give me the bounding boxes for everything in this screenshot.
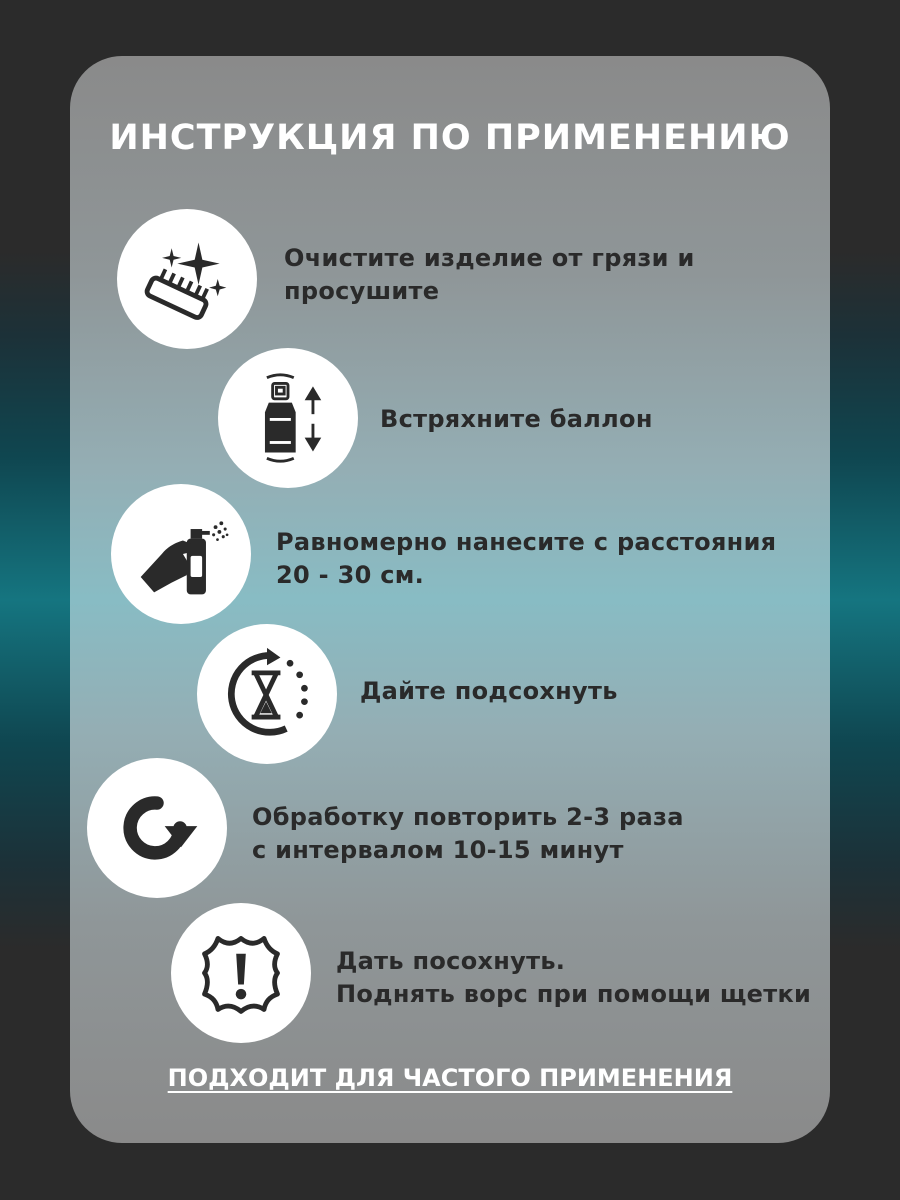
step-3-line-1: Равномерно нанесите с расстояния xyxy=(276,528,777,556)
step-1-line-1: Очистите изделие от грязи и xyxy=(284,244,695,272)
footer-note: ПОДХОДИТ ДЛЯ ЧАСТОГО ПРИМЕНЕНИЯ xyxy=(167,1064,733,1092)
step-6-text xyxy=(336,945,811,1011)
step-2-line-1: Встряхните баллон xyxy=(380,405,653,433)
step-6-line-1: Дать посохнуть. xyxy=(336,947,566,975)
spray-can-shake-icon xyxy=(240,370,336,466)
step-6-line-2: Поднять ворс при помощи щетки xyxy=(336,980,812,1008)
page-title: ИНСТРУКЦИЯ ПО ПРИМЕНЕНИЮ xyxy=(109,118,791,158)
step-4-icon-circle xyxy=(197,624,337,764)
leather-warning-icon xyxy=(193,925,289,1021)
step-5-line-2: с интервалом 10-15 минут xyxy=(252,836,624,864)
step-3-line-2: 20 - 30 см. xyxy=(276,561,425,589)
hourglass-timer-icon xyxy=(219,646,315,742)
brush-sparkle-icon xyxy=(139,231,235,327)
hand-spray-icon xyxy=(133,506,229,602)
step-1-text xyxy=(284,242,695,308)
step-3-icon-circle xyxy=(111,484,251,624)
step-1-icon-circle xyxy=(117,209,257,349)
step-5-text xyxy=(252,801,684,867)
step-4-text xyxy=(360,675,618,708)
step-4-line-1: Дайте подсохнуть xyxy=(360,677,618,705)
step-2-icon-circle xyxy=(218,348,358,488)
step-6-icon-circle xyxy=(171,903,311,1043)
step-1-line-2: просушите xyxy=(284,277,440,305)
repeat-arrow-icon xyxy=(109,780,205,876)
step-2-text xyxy=(380,403,653,436)
step-5-line-1: Обработку повторить 2-3 раза xyxy=(252,803,684,831)
step-3-text xyxy=(276,526,776,592)
step-5-icon-circle xyxy=(87,758,227,898)
